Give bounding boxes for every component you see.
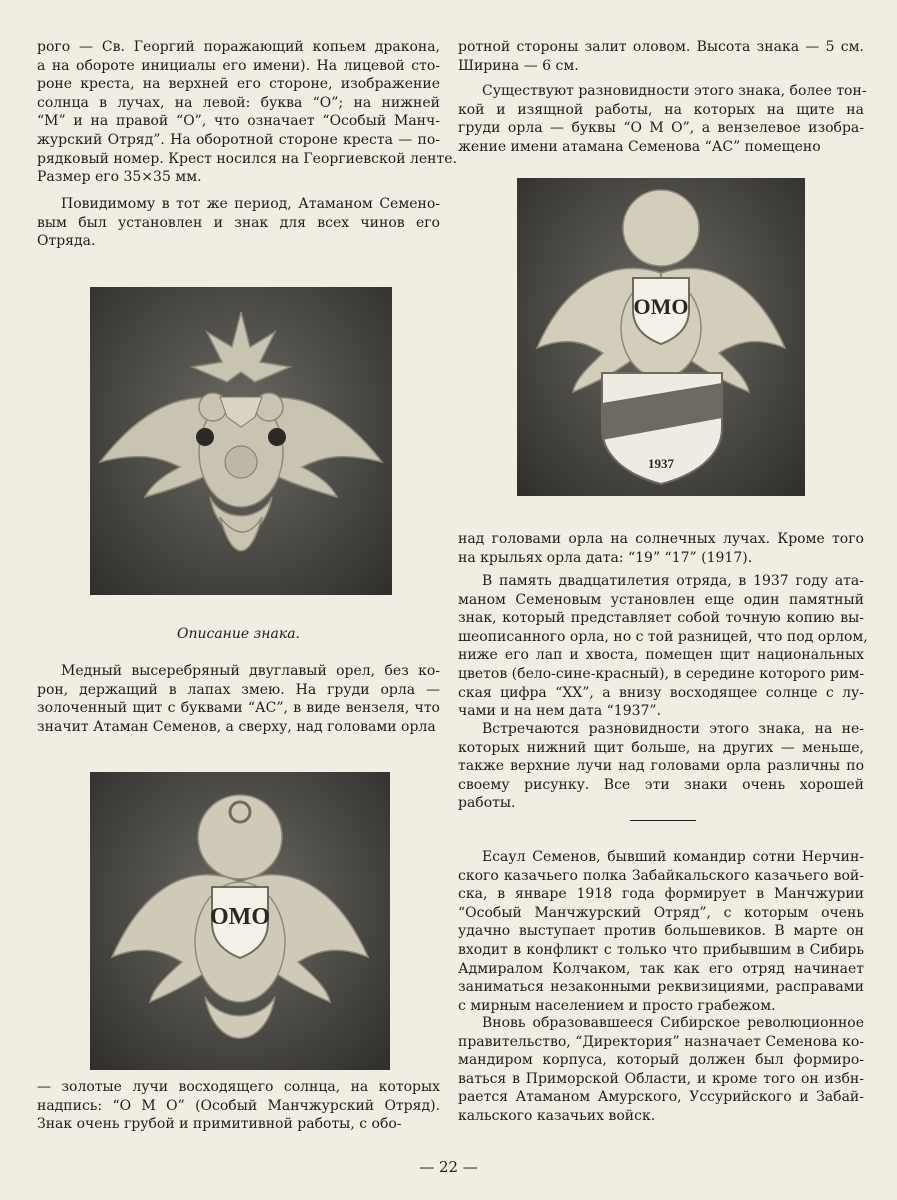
badge-photo-2 xyxy=(90,772,390,1070)
text-line: солнца в лучах, на левой: буква “О”; на нижней xyxy=(37,94,440,111)
badge-omo-letters: ОМО xyxy=(210,904,270,930)
text-line: знак, который представляет собой точную копию вы- xyxy=(458,610,864,627)
right-para-5 xyxy=(458,720,864,813)
text-line: работы. xyxy=(458,795,516,812)
figure-caption: Описание знака. xyxy=(176,626,301,642)
text-line: ская цифра “XX”, а внизу восходящее солнце с лу- xyxy=(458,684,864,701)
text-line: Медный высеребряный двуглавый орел, без ко- xyxy=(61,663,440,679)
text-line: чами и на нем дата “1937”. xyxy=(458,703,662,720)
text-line: правительство, “Директория” назначает Семенова ко- xyxy=(458,1033,864,1050)
text-line: которых нижний щит больше, на других — меньше, xyxy=(458,739,864,756)
left-para-3 xyxy=(37,662,440,736)
text-line: золоченный щит с буквами “АС”, в виде вензеля, что xyxy=(37,700,440,717)
badge-year: 1937 xyxy=(648,456,674,471)
text-line: Повидимому в тот же период, Атаманом Семено- xyxy=(61,196,440,212)
text-line: Отряда. xyxy=(37,233,96,250)
text-line: заниматься незаконными реквизициями, расправами xyxy=(458,979,864,996)
text-line: ска, в январе 1918 года формирует в Манчжурии xyxy=(458,886,864,903)
left-para-1 xyxy=(37,38,457,187)
right-para-4 xyxy=(458,572,868,721)
page-number: — 22 — xyxy=(419,1158,478,1176)
text-line: Существуют разновидности этого знака, более тон- xyxy=(482,83,867,99)
left-para-2 xyxy=(37,195,440,251)
text-line: рого — Св. Георгий поражающий копьем дракона, xyxy=(37,39,440,55)
text-line: Адмиралом Колчаком, так как его отряд начинает xyxy=(458,960,864,977)
text-line: значит Атаман Семенов, а сверху, над головами орла xyxy=(37,718,436,735)
text-line: Встречаются разновидности этого знака, на не- xyxy=(482,721,864,737)
text-line: “Особый Манчжурский Отряд”, с которым очень xyxy=(458,904,864,921)
text-line: с мирным населением и просто грабежом. xyxy=(458,997,776,1014)
text-line: Вновь образовавшееся Сибирское революционное xyxy=(482,1015,864,1031)
badge-photo-3 xyxy=(517,178,805,496)
eagle-badge-plain-image xyxy=(90,287,392,595)
text-line: роне креста, на верхней его стороне, изображение xyxy=(37,76,440,93)
text-line: Размер его 35×35 мм. xyxy=(37,169,202,186)
text-line: ротной стороны залит оловом. Высота знака — 5 см. xyxy=(458,39,864,55)
text-line: рается Атаманом Амурского, Уссурийского и Забай- xyxy=(458,1089,864,1106)
text-line: удачно выступает против большевиков. В марте он xyxy=(458,923,864,940)
text-line: Есаул Семенов, бывший командир сотни Нерчин- xyxy=(482,849,864,865)
right-para-7 xyxy=(458,1014,864,1126)
text-line: ниже его лап и хвоста, помещен щит национальных xyxy=(458,647,864,664)
text-line: Знак очень грубой и примитивной работы, с обо- xyxy=(37,1116,402,1133)
text-line: В память двадцатилетия отряда, в 1937 году ата- xyxy=(482,573,864,589)
eagle-badge-omo-image xyxy=(90,772,390,1070)
right-para-2 xyxy=(458,82,867,156)
text-line: маном Семеновым установлен еще один памятный xyxy=(458,591,864,608)
badge-omo-letters-2: ОМО xyxy=(633,294,689,319)
badge-photo-1 xyxy=(90,287,392,595)
text-line: а на обороте инициалы его имени). На лицевой сто- xyxy=(37,57,440,74)
text-line: ваться в Приморской Области, и кроме того он избн- xyxy=(458,1070,864,1087)
text-line: мандиром корпуса, который должен был формиро- xyxy=(458,1052,864,1069)
text-line: вым был установлен и знак для всех чинов его xyxy=(37,214,440,231)
text-line: также верхние лучи над головами орла различны по xyxy=(458,758,864,775)
text-line: рон, держащий в лапах змею. На груди орла — xyxy=(37,681,440,698)
text-line: журский Отряд”. На оборотной стороне креста — по- xyxy=(37,131,440,148)
text-line: кальского казачьих войск. xyxy=(458,1107,656,1124)
text-line: цветов (бело-сине-красный), в середине которого рим- xyxy=(458,665,865,682)
eagle-badge-1937-image xyxy=(517,178,805,496)
text-line: — золотые лучи восходящего солнца, на которых xyxy=(37,1079,440,1095)
text-line: своему рисунку. Все эти знаки очень хорошей xyxy=(458,776,864,793)
text-line: над головами орла на солнечных лучах. Кроме того xyxy=(458,531,864,547)
text-line: на крыльях орла дата: “19” “17” (1917). xyxy=(458,549,753,566)
right-para-1 xyxy=(458,38,864,75)
text-line: рядковый номер. Крест носился на Георгиевской ленте. xyxy=(37,150,457,167)
text-line: Ширина — 6 см. xyxy=(458,57,579,74)
text-line: груди орла — буквы “О М О”, а вензелевое изобра- xyxy=(458,120,864,137)
right-para-6 xyxy=(458,848,864,1015)
right-para-3 xyxy=(458,530,864,567)
text-line: шеописанного орла, но с той разницей, что под орлом, xyxy=(458,628,868,645)
text-line: “М” и на правой “О”, что означает “Особый Манч- xyxy=(37,113,440,130)
text-line: кой и изящной работы, на которых на щите на xyxy=(458,101,864,118)
left-para-4 xyxy=(37,1078,440,1134)
text-line: жение имени атамана Семенова “АС” помещено xyxy=(458,138,821,155)
text-line: надпись: “О М О” (Особый Манчжурский Отряд). xyxy=(37,1097,440,1114)
text-line: ского казачьего полка Забайкальского казачьего вой- xyxy=(458,867,864,884)
text-line: входит в конфликт с только что прибывшим в Сибирь xyxy=(458,941,864,958)
section-divider xyxy=(630,820,696,821)
